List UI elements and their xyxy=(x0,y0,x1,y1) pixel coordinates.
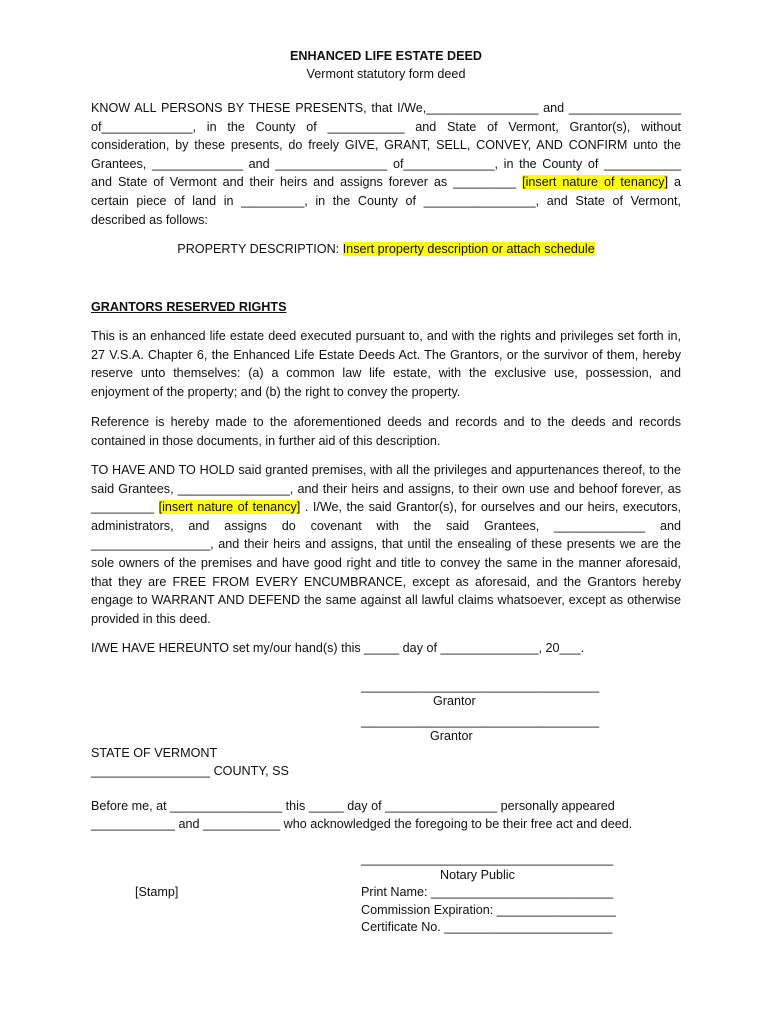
document-title: ENHANCED LIFE ESTATE DEED xyxy=(290,49,482,63)
property-description xyxy=(91,240,681,259)
habendum-text-1: TO HAVE AND TO HOLD said granted premises, with all the privileges and appurtenances thereof, to the said Grantees, ________________, and their heirs and assigns, to their own use and behoof forever, as _________ xyxy=(91,463,681,515)
property-highlight: Insert property description or attach schedule xyxy=(342,242,595,256)
notary-print-name: Print Name: __________________________ xyxy=(361,885,614,899)
habendum-paragraph xyxy=(91,461,681,628)
notary-commission-expiration: Commission Expiration: _________________ xyxy=(361,903,616,917)
grantor-signature-line-1: __________________________________ xyxy=(361,679,600,693)
notary-public-label: Notary Public xyxy=(440,868,515,882)
county-line: _________________ COUNTY, SS xyxy=(91,764,289,778)
hereunto-line: I/WE HAVE HEREUNTO set my/our hand(s) this _____ day of ______________, 20___. xyxy=(91,641,585,655)
notary-signature-line: ____________________________________ xyxy=(361,852,614,866)
document-subtitle: Vermont statutory form deed xyxy=(306,67,466,81)
grantor-label-1: Grantor xyxy=(433,694,476,708)
reserved-rights-heading: GRANTORS RESERVED RIGHTS xyxy=(91,300,287,314)
reference-paragraph: Reference is hereby made to the aforementioned deeds and records and to the deeds and records contained in those documents, in further aid of this description. xyxy=(91,415,681,448)
acknowledgment-line-1: Before me, at ________________ this _____ day of ________________ personally appeared xyxy=(91,799,615,813)
tenancy-highlight-2: [insert nature of tenancy] xyxy=(158,500,301,515)
intro-paragraph xyxy=(91,99,681,229)
notary-certificate-number: Certificate No. ________________________ xyxy=(361,920,613,934)
habendum-text-2: . I/We, the said Grantor(s), for ourselves and our heirs, executors, administrators, and assigns do covenant with the said Grantees, _____________ and _________________, and their heirs and assigns, that until the ensealing of these presents we are the sole owners of the premises and have good right and title to convey the same in the manner aforesaid, that they are FREE FROM EVERY ENCUMBRANCE, except as aforesaid, and the Grantors hereby engage to WARRANT AND DEFEND the same against all lawful claims whatsoever, except as otherwise provided in this deed. xyxy=(91,500,681,626)
property-label: PROPERTY DESCRIPTION: xyxy=(177,242,343,256)
intro-text-2: a certain piece of land in _________, in the County of ________________, and State of Vermont, described as follows: xyxy=(91,175,681,227)
grantor-label-2: Grantor xyxy=(430,729,473,743)
stamp-placeholder: [Stamp] xyxy=(135,885,179,899)
intro-text-1: KNOW ALL PERSONS BY THESE PRESENTS, that I/We,________________ and ________________ of_____________, in the County of ___________ and State of Vermont, Grantor(s), without consideration, by these presents, do freely GIVE, GRANT, SELL, CONVEY, AND CONFIRM unto the Grantees, _____________ and ________________ of_____________, in the County of ___________ and State of Vermont and their heirs and assigns forever as _________ xyxy=(91,101,681,190)
state-line: STATE OF VERMONT xyxy=(91,746,218,760)
grantor-signature-line-2: __________________________________ xyxy=(361,714,600,728)
tenancy-highlight-1: [insert nature of tenancy] xyxy=(522,175,669,190)
reserved-rights-paragraph: This is an enhanced life estate deed executed pursuant to, and with the rights and privileges set forth in, 27 V.S.A. Chapter 6, the Enhanced Life Estate Deeds Act. The Grantors, or the survivor of them, hereby reserve unto themselves: (a) a common law life estate, with the exclusive use, possession, and enjoyment of the property; and (b) the right to convey the property. xyxy=(91,329,681,399)
acknowledgment-line-2: ____________ and ___________ who acknowledged the foregoing to be their free act and deed. xyxy=(91,817,633,831)
